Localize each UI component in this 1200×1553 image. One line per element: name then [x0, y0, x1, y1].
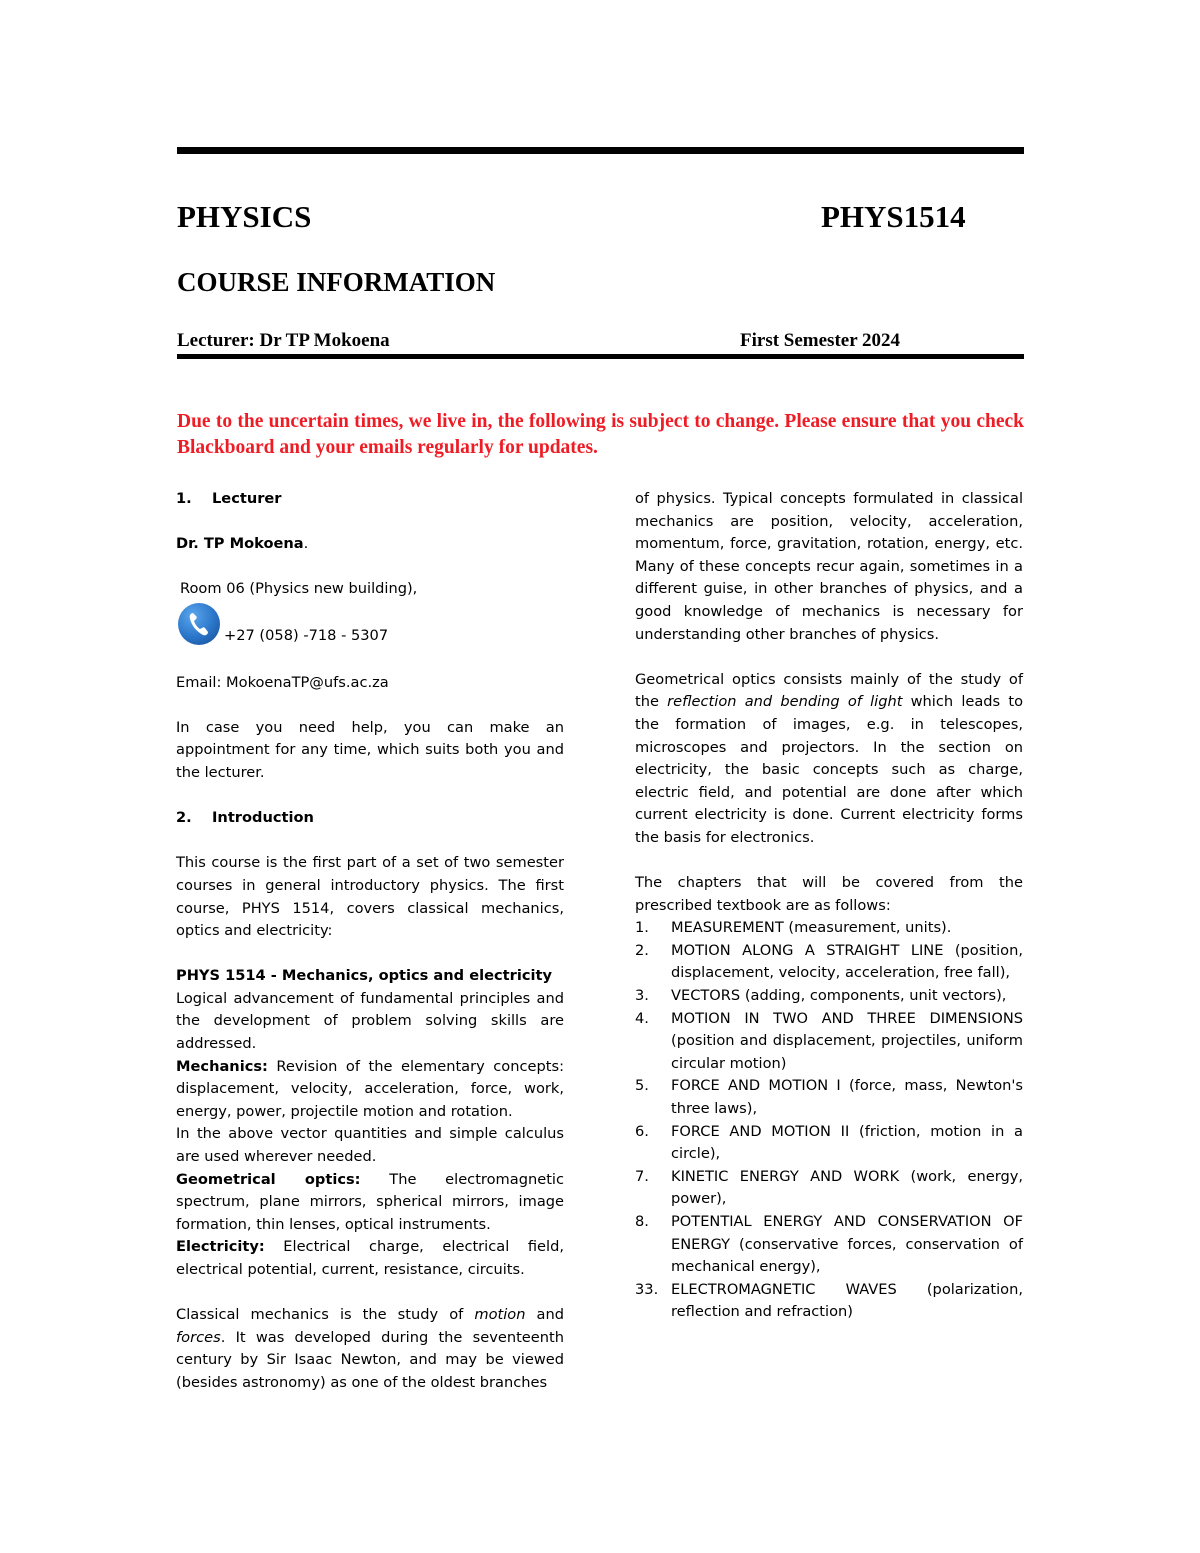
list-item: 8. POTENTIAL ENERGY AND CONSERVATION OF ENERGY (conservative forces, conservation of mechanical energy), — [635, 1213, 1023, 1276]
lecturer-name: Dr. TP Mokoena — [176, 535, 304, 553]
intro-paragraph: This course is the first part of a set of two semester courses in general introductory physics. The first course, PHYS 1514, covers classical mechanics, optics and electricity: — [176, 854, 564, 940]
list-item: 3. VECTORS (adding, components, unit vectors), — [635, 987, 1007, 1005]
section-heading-lecturer — [176, 488, 564, 511]
section-heading-introduction — [176, 807, 564, 830]
right-column — [635, 488, 1023, 1324]
list-item: 2. MOTION ALONG A STRAIGHT LINE (position, displacement, velocity, acceleration, free fall), — [635, 941, 1023, 982]
chapters-intro: The chapters that will be covered from the prescribed textbook are as follows: — [635, 874, 1023, 914]
section-number: 2. — [176, 809, 192, 827]
phone-row — [176, 601, 564, 649]
section-title: Lecturer — [212, 490, 282, 507]
left-column — [176, 488, 564, 1395]
phone-number: +27 (058) -718 - 5307 — [224, 626, 389, 644]
semester-line: First Semester 2024 — [740, 330, 901, 351]
lecturer-name-line: Dr. TP Mokoena. — [176, 535, 309, 553]
section-title: Introduction — [212, 809, 314, 827]
mechanics-paragraph: Mechanics: Revision of the elementary concepts: displacement, velocity, acceleration, force, work, energy, power, projectile motion and rotation. — [176, 1057, 564, 1120]
email-text[interactable]: Email: MokoenaTP@ufs.ac.za — [176, 673, 389, 691]
optics-paragraph: Geometrical optics: The electromagnetic spectrum, plane mirrors, spherical mirrors, image formation, thin lenses, optical instruments. — [176, 1170, 564, 1233]
room-text: Room 06 (Physics new building), — [180, 580, 418, 598]
geometrical-optics-paragraph: Geometrical optics consists mainly of the study of the reflection and bending of light which leads to the formation of images, e.g. in telescopes, microscopes and projectors. In the section on electricity, the basic concepts such as charge, electric field, and potential are done after which current electricity is done. Current electricity forms the basis for electronics. — [635, 670, 1023, 846]
list-item: 5. FORCE AND MOTION I (force, mass, Newton's three laws), — [635, 1077, 1023, 1118]
module-description: Logical advancement of fundamental principles and the development of problem solving skills are addressed. — [176, 989, 564, 1053]
subject-title: PHYSICS — [177, 199, 312, 234]
notice-text: Due to the uncertain times, we live in, the following is subject to change. Please ensure that you check Blackboard and your emails regularly for updates. — [177, 411, 1024, 458]
list-item: 6. FORCE AND MOTION II (friction, motion in a circle), — [635, 1122, 1023, 1163]
vector-note: In the above vector quantities and simple calculus are used wherever needed. — [176, 1125, 564, 1166]
page-title: COURSE INFORMATION — [177, 267, 496, 297]
top-rule — [177, 147, 1024, 154]
chapter-list — [635, 917, 1023, 1324]
list-item: 33. ELECTROMAGNETIC WAVES (polarization, reflection and refraction) — [635, 1280, 1024, 1321]
electricity-paragraph: Electricity: Electrical charge, electrical field, electrical potential, current, resistance, circuits. — [176, 1238, 564, 1278]
lecturer-line: Lecturer: Dr TP Mokoena — [177, 330, 390, 351]
list-item: 7. KINETIC ENERGY AND WORK (work, energy, power), — [635, 1167, 1023, 1208]
list-item: 4. MOTION IN TWO AND THREE DIMENSIONS (position and displacement, projectiles, uniform circular motion) — [635, 1009, 1023, 1072]
section-number: 1. — [176, 490, 192, 507]
module-title: PHYS 1514 - Mechanics, optics and electricity — [176, 967, 552, 985]
classical-mechanics-paragraph: Classical mechanics is the study of motion and forces. It was developed during the seventeenth century by Sir Isaac Newton, and may be viewed (besides astronomy) as one of the oldest branches — [176, 1306, 564, 1391]
list-item: 1. MEASUREMENT (measurement, units). — [635, 919, 952, 937]
course-code: PHYS1514 — [821, 199, 966, 234]
header-rule — [177, 354, 1024, 359]
help-text: In case you need help, you can make an appointment for any time, which suits both you and the lecturer. — [176, 718, 564, 781]
phone-icon — [178, 603, 220, 645]
classical-mechanics-continued: of physics. Typical concepts formulated in classical mechanics are position, velocity, acceleration, momentum, force, gravitation, rotation, energy, etc. Many of these concepts recur again, sometimes in a different guise, in other branches of physics, and a good knowledge of mechanics is necessary for understanding other branches of physics. — [635, 490, 1023, 643]
